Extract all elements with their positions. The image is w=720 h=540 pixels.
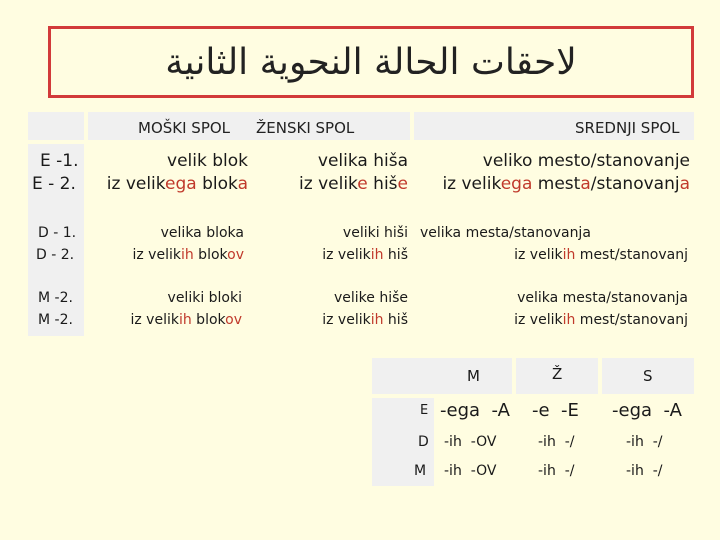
m2-feminine: iz velikih hiš — [322, 312, 408, 328]
summary-e-m: -ega -A — [440, 400, 510, 421]
d2-feminine: iz velikih hiš — [322, 247, 408, 263]
header-neuter: SREDNJI SPOL — [575, 119, 680, 137]
m1-masculine: veliki bloki — [167, 290, 242, 306]
summary-label-d: D — [418, 434, 429, 450]
d1-masculine: velika bloka — [160, 225, 244, 241]
header-corner-cell — [28, 112, 84, 140]
d2-neuter: iz velikih mest/stanovanj — [514, 247, 688, 263]
summary-label-m: M — [414, 463, 427, 479]
e2-feminine: iz velike hiše — [299, 174, 408, 194]
e2-neuter: iz velikega mesta/stanovanja — [442, 174, 690, 194]
title-box — [48, 26, 694, 98]
summary-d-z: -ih -/ — [538, 434, 575, 450]
summary-label-e: E — [420, 403, 429, 418]
e2-masculine: iz velikega bloka — [106, 174, 248, 194]
summary-m-m: -ih -OV — [444, 463, 497, 479]
d2-masculine: iz velikih blokov — [132, 247, 244, 263]
row-label-m1: M -2. — [38, 290, 73, 306]
summary-e-s: -ega -A — [612, 400, 682, 421]
header-masculine: MOŠKI SPOL — [138, 119, 231, 137]
summary-header-s: S — [643, 367, 653, 385]
e1-feminine: velika hiša — [317, 151, 408, 171]
header-feminine: ŽENSKI SPOL — [256, 119, 355, 137]
summary-m-z: -ih -/ — [538, 463, 575, 479]
row-label-d2: D - 2. — [36, 247, 75, 263]
summary-m-s: -ih -/ — [626, 463, 663, 479]
d1-feminine: veliki hiši — [342, 225, 408, 241]
summary-e-z: -e -E — [532, 400, 579, 421]
m2-neuter: iz velikih mest/stanovanj — [514, 312, 688, 328]
d1-neuter: velika mesta/stanovanja — [420, 225, 591, 241]
row-label-e1: E -1. — [40, 151, 79, 171]
summary-header-m-cell — [372, 358, 512, 394]
row-label-e2: E - 2. — [32, 174, 76, 194]
summary-header-m: M — [467, 367, 480, 385]
e1-neuter: veliko mesto/stanovanje — [482, 151, 690, 171]
row-label-d1: D - 1. — [38, 225, 77, 241]
m2-masculine: iz velikih blokov — [130, 312, 242, 328]
header-masc-fem-cell — [88, 112, 410, 140]
e1-masculine: velik blok — [167, 151, 248, 171]
m1-neuter: velika mesta/stanovanja — [517, 290, 688, 306]
row-label-m2: M -2. — [38, 312, 73, 328]
summary-header-z: Ž — [552, 365, 563, 383]
summary-d-s: -ih -/ — [626, 434, 663, 450]
page-title: لاحقات الحالة النحوية الثانية — [165, 41, 577, 83]
summary-d-m: -ih -OV — [444, 434, 497, 450]
m1-feminine: velike hiše — [333, 290, 408, 306]
